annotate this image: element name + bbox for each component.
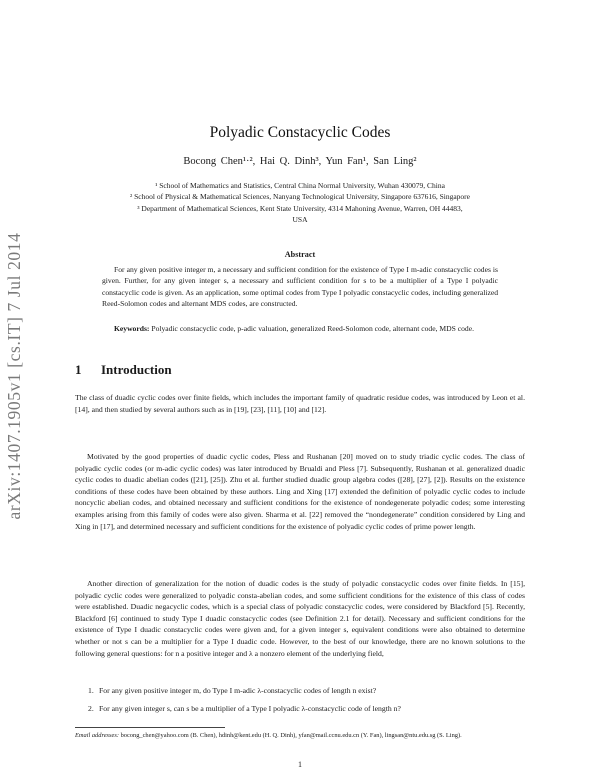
list-item-text: For any given integer s, can s be a multiplier of a Type I polyadic λ-constacyclic code of length n?: [99, 703, 401, 713]
author-list: Bocong Chen¹·², Hai Q. Dinh³, Yun Fan¹, San Ling²: [183, 156, 417, 167]
section-number: 1: [75, 362, 82, 377]
list-item-number: 1.: [88, 686, 94, 695]
section-heading: [75, 362, 172, 378]
keywords-text: Polyadic constacyclic code, p-adic valuation, generalized Reed-Solomon code, alternant code, MDS code.: [151, 324, 474, 333]
affiliation-3-cont: USA: [292, 214, 308, 224]
question-list: [75, 685, 525, 720]
keywords-label: Keywords:: [114, 324, 150, 333]
list-item-number: 2.: [88, 703, 94, 713]
page-number: 1: [298, 760, 302, 769]
abstract-heading: Abstract: [284, 250, 316, 259]
keywords: [102, 323, 498, 334]
footnote-lead: Email addresses:: [75, 732, 119, 739]
paper-title: Polyadic Constacyclic Codes: [209, 124, 391, 141]
footnote: [75, 731, 525, 741]
footnote-divider: [75, 727, 225, 728]
affiliation-3: ³ Department of Mathematical Sciences, Kent State University, 4314 Mahoning Avenue, Warren, OH 44483,: [137, 203, 463, 213]
arxiv-identifier: arXiv:1407.1905v1 [cs.IT] 7 Jul 2014: [4, 232, 24, 520]
affiliation-1: ¹ School of Mathematics and Statistics, Central China Normal University, Wuhan 430079, China: [155, 181, 445, 190]
abstract-text: For any given positive integer m, a necessary and sufficient condition for the existence of Type I m-adic constacyclic codes is given. Further, for any given integer s, a necessary and sufficient condition for s to be a multiplier of a Type I polyadic constacyclic code is given. As an application, some optimal codes from Type I polyadic constacyclic codes, including generalized Reed-Solomon codes and alternant MDS codes, are constructed.: [102, 265, 498, 309]
affiliations: [85, 180, 515, 225]
section-title: Introduction: [101, 362, 172, 377]
list-item: [75, 685, 525, 697]
footnote-emails: bocong_chen@yahoo.com (B. Chen), hdinh@kent.edu (H. Q. Dinh), yfan@mail.ccnu.edu.cn (Y. Fan), lingsan@ntu.edu.sg (S. Ling).: [120, 732, 462, 739]
list-item: [75, 703, 525, 715]
paragraph-1: The class of duadic cyclic codes over finite fields, which includes the important family of quadratic residue codes, was introduced by Leon et al. [14], and then studied by several authors such as in [19], [23], [11], [10] and [12].: [75, 393, 525, 414]
list-item-text: For any given positive integer m, do Type I m-adic λ-constacyclic codes of length n exist?: [99, 686, 377, 695]
paragraph-2: Motivated by the good properties of duadic cyclic codes, Pless and Rushanan [20] moved on to study triadic cyclic codes. The class of polyadic cyclic codes (or m-adic cyclic codes) was later introduced by Brualdi and Pless [7]. Subsequently, Rushanan et al. generalized duadic cyclic codes to duadic abelian codes ([21], [25]). Zhu et al. further studied duadic group algebra codes ([28], [27], [2]). Results on the existence conditions of these codes have been obtained by these authors. Ling and Xing [17] extended the definition of polyadic cyclic codes to include noncyclic abelian codes, and obtained necessary and sufficient conditions for the existence of nondegenerate polyadic codes; some interesting examples arising from this family of codes were also given. Sharma et al. [22] removed the “nondegenerate” condition considered by Ling and Xing in [17], and determined necessary and sufficient conditions for the existence of polyadic cyclic codes of prime power length.: [75, 452, 525, 531]
affiliation-2: ² School of Physical & Mathematical Sciences, Nanyang Technological University, Singapore 637616, Singapore: [130, 192, 470, 202]
paragraph-3: Another direction of generalization for the notion of duadic codes is the study of polyadic constacyclic codes over finite fields. In [15], polyadic cyclic codes were generalized to polyadic consta-abelian codes, and some sufficient conditions for the existence of this class of codes were established. Duadic negacyclic codes, which is a special class of polyadic constacyclic codes, were considered by Blackford [5]. Recently, Blackford [6] continued to study Type I duadic constacyclic codes (see Definition 2.1 for detail). Necessary and sufficient conditions for the existence of Type I duadic constacyclic codes were given and, for a given integer s, equivalent conditions were also obtained to determine whether or not s can be a multiplier for a Type I duadic code. However, to the best of our knowledge, there are no known solutions to the following general questions: for n a positive integer and λ a nonzero element of the underlying field,: [75, 579, 525, 658]
